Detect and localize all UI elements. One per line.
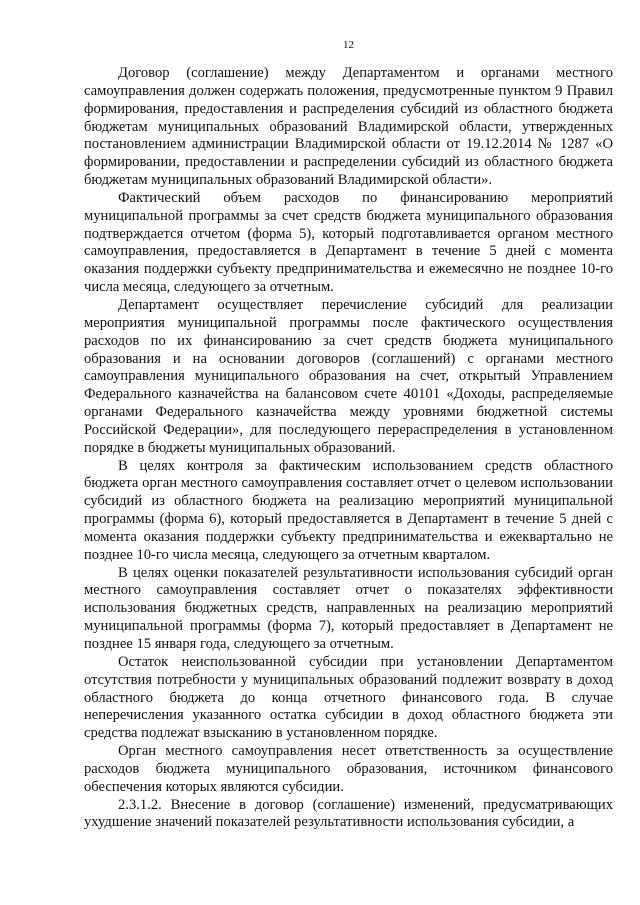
paragraph-section-2-3-1-2: 2.3.1.2. Внесение в договор (соглашение) изменений, предусматривающих ухудшение значений показателей результативности использования субсидии, а xyxy=(84,796,613,831)
paragraph-agreement-contents: Договор (соглашение) между Департаментом и органами местного самоуправления должен содержать положения, предусмотренные пунктом 9 Правил формирования, предоставления и распределения субсидий из областного бюджета бюджетам муниципальных образований Владимирской области, утвержденных постановлением администрации Владимирской области от 19.12.2014 № 1287 «О формировании, предоставлении и распределении субсидий из областного бюджета бюджетам муниципальных образований Владимирской области». xyxy=(84,65,613,189)
paragraph-unused-balance: Остаток неиспользованной субсидии при установлении Департаментом отсутствия потребности у муниципальных образований подлежит возврату в доход областного бюджета до конца отчетного финансового года. В случае неперечисления указанного остатка субсидии в доход областного бюджета эти средства подлежат взысканию в установленном порядке. xyxy=(84,653,613,742)
paragraph-performance-evaluation: В целях оценки показателей результативности использования субсидий орган местного самоуправления составляет отчет о показателях эффективности использования бюджетных средств, направленных на реализацию мероприятий муниципальной программы (форма 7), который предоставляет в Департамент не позднее 15 января года, следующего за отчетным. xyxy=(84,564,613,652)
page-number: 12 xyxy=(343,39,354,51)
paragraph-actual-expenses: Фактический объем расходов по финансированию мероприятий муниципальной программы за счет средств бюджета муниципального образования подтверждается отчетом (форма 5), который подготавливается органом местного самоуправления, предоставляется в Департамент в течение 5 дней с момента оказания поддержки субъекту предпринимательства и ежемесячно не позднее 10-го числа месяца, следующего за отчетным. xyxy=(84,189,613,296)
paragraph-responsibility: Орган местного самоуправления несет ответственность за осуществление расходов бюджета муниципального образования, источником финансового обеспечения которых являются субсидии. xyxy=(84,743,613,795)
paragraph-usage-control: В целях контроля за фактическим использованием средств областного бюджета орган местного самоуправления составляет отчет о целевом использовании субсидий из областного бюджета на реализацию мероприятий муниципальной программы (форма 6), который предоставляется в Департамент в течение 5 дней с момента оказания поддержки субъекту предпринимательства и ежеквартально не позднее 10-го числа месяца, следующего за отчетным кварталом. xyxy=(84,457,613,563)
paragraph-subsidy-transfer: Департамент осуществляет перечисление субсидий для реализации мероприятия муниципальной программы после фактического осуществления расходов по их финансированию за счет средств бюджета муниципального образования и на основании договоров (соглашений) с органами местного самоуправления муниципального образования на счет, открытый Управлением Федерального казначейства на балансовом счете 40101 «Доходы, распределяемые органами Федерального казначейства между уровнями бюджетной системы Российской Федерации», для последующего перераспределения в установленном порядке в бюджеты муниципальных образований. xyxy=(84,296,613,456)
